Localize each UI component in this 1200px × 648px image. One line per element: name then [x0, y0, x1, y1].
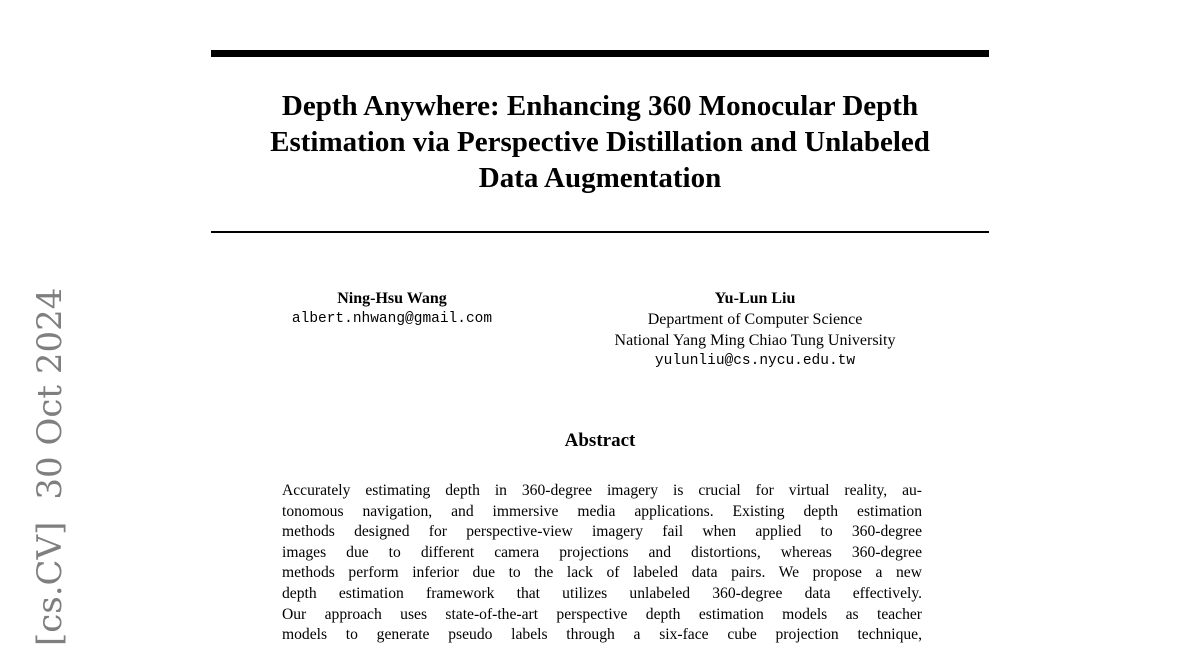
abstract-line: methods perform inferior due to the lack of labeled data pairs. We propose a new: [282, 564, 922, 582]
abstract-line: methods designed for perspective-view imagery fail when applied to 360-degree: [282, 523, 922, 541]
abstract-line: images due to different camera projections and distortions, whereas 360-degree: [282, 543, 922, 561]
author-block: [262, 288, 522, 330]
abstract-line: tonomous navigation, and immersive media applications. Existing depth estimation: [282, 502, 922, 520]
author-email: albert.nhwang@gmail.com: [291, 311, 493, 327]
title-top-rule: [211, 50, 989, 57]
author-department: Department of Computer Science: [647, 311, 863, 328]
abstract-line: models to generate pseudo labels through a six-face cube projection technique,: [282, 626, 922, 644]
author-block: [565, 288, 945, 372]
title-line: Estimation via Perspective Distillation and Unlabeled: [270, 126, 930, 158]
author-name: Ning-Hsu Wang: [337, 290, 447, 307]
arxiv-stamp: [30, 287, 70, 648]
title-line: Data Augmentation: [478, 162, 722, 194]
abstract-line: depth estimation framework that utilizes unlabeled 360-degree data effectively.: [282, 584, 922, 602]
title-bottom-rule: [211, 231, 989, 233]
abstract-line: Accurately estimating depth in 360-degree imagery is crucial for virtual reality, au-: [282, 482, 922, 499]
arxiv-category: [cs.CV]: [30, 521, 70, 646]
author-institution: National Yang Ming Chiao Tung University: [614, 332, 896, 349]
title-line: Depth Anywhere: Enhancing 360 Monocular Depth: [281, 90, 919, 122]
paper-title: [211, 88, 989, 196]
abstract-heading: Abstract: [564, 430, 636, 451]
abstract-body: [282, 481, 922, 646]
abstract-line: Our approach uses state-of-the-art perspective depth estimation models as teacher: [282, 605, 922, 623]
author-name: Yu-Lun Liu: [714, 290, 796, 307]
arxiv-date: 30 Oct 2024: [30, 287, 70, 500]
arxiv-stamp-text: [30, 266, 70, 646]
author-email: yulunliu@cs.nycu.edu.tw: [654, 353, 856, 369]
